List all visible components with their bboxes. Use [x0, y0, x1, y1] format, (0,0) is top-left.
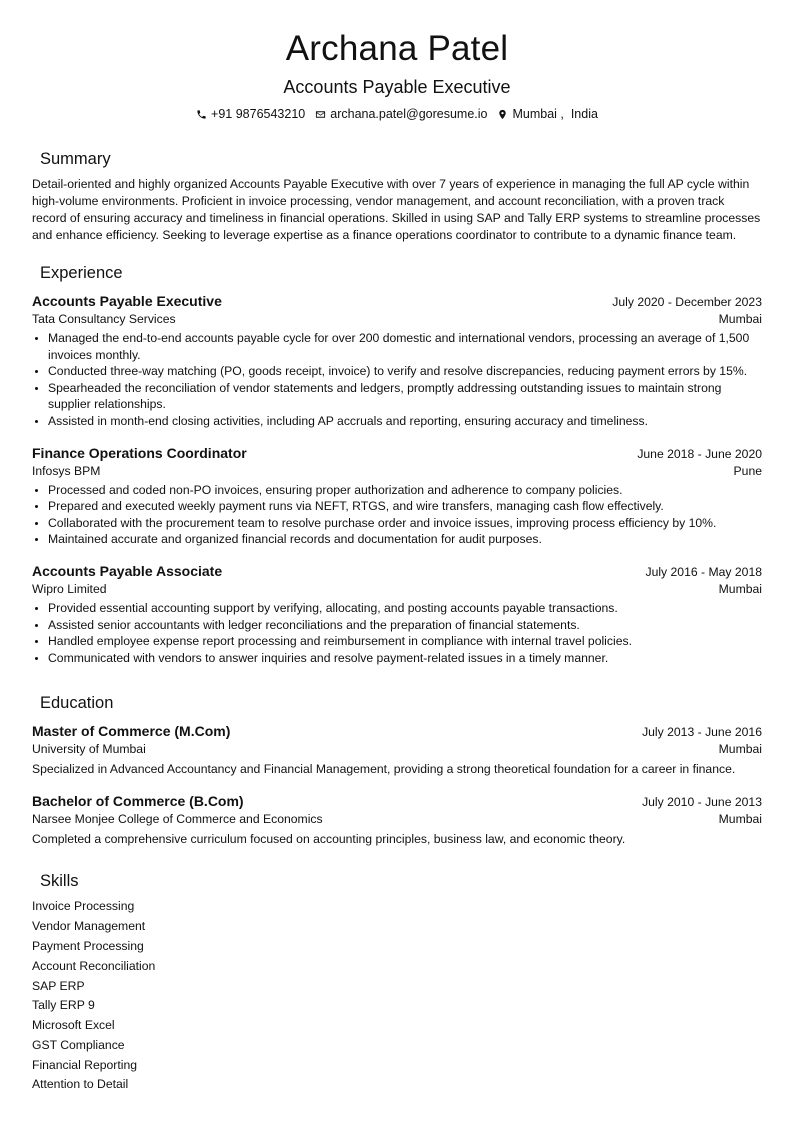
- bullet-item: • Maintained accurate and organized financial records and documentation for audit purposes.: [48, 531, 762, 548]
- skill-item: Tally ERP 9: [32, 998, 95, 1013]
- bullet-item: • Conducted three-way matching (PO, goods receipt, invoice) to verify and resolve discrepancies, reducing payment errors by 15%.: [48, 363, 762, 380]
- experience-entry: [32, 444, 762, 548]
- degree-title: Master of Commerce (M.Com): [32, 723, 231, 740]
- school-location: Mumbai: [718, 812, 762, 827]
- skill-item: Vendor Management: [32, 919, 146, 934]
- job-title: Accounts Payable Executive: [32, 293, 222, 309]
- skill-item: SAP ERP: [32, 978, 85, 993]
- skill-item: Account Reconciliation: [32, 958, 156, 973]
- envelope-icon: [315, 109, 326, 120]
- company-name: Wipro Limited: [32, 581, 107, 596]
- bullet-item: • Assisted senior accountants with ledger reconciliations and the preparation of financial statements.: [48, 617, 762, 634]
- job-location: Mumbai: [718, 581, 762, 596]
- job-dates: July 2020 - December 2023: [612, 295, 762, 309]
- education-description: Completed a comprehensive curriculum focused on accounting principles, business law, and economic theory.: [32, 832, 626, 847]
- job-location: Mumbai: [718, 312, 762, 326]
- candidate-headline: Accounts Payable Executive: [283, 77, 511, 97]
- job-bullets: [32, 600, 762, 666]
- skill-item: Attention to Detail: [32, 1077, 129, 1092]
- job-dates: July 2016 - May 2018: [645, 564, 762, 579]
- experience-heading: Experience: [40, 264, 123, 282]
- email-text: archana.patel@goresume.io: [330, 107, 488, 121]
- education-heading: Education: [40, 694, 114, 713]
- bullet-item: • Provided essential accounting support by verifying, allocating, and posting accounts payable transactions.: [48, 600, 762, 617]
- bullet-item: • Prepared and executed weekly payment runs via NEFT, RTGS, and wire transfers, managing cash flow effectively.: [48, 498, 762, 515]
- bullet-item: • Handled employee expense report processing and reimbursement in compliance with internal travel policies.: [48, 633, 762, 650]
- education-dates: July 2010 - June 2013: [642, 795, 762, 810]
- bullet-item: • Communicated with vendors to answer inquiries and resolve payment-related issues in a timely manner.: [48, 650, 762, 667]
- skills-heading: Skills: [40, 872, 79, 891]
- summary-text: Detail-oriented and highly organized Accounts Payable Executive with over 7 years of experience in managing the full AP cycle within high-volume environments. Proficient in invoice processing, vendor management, and account reconciliation, with a proven track record of ensuring accuracy and timeliness in financial operations. Skilled in using SAP and Tally ERP systems to streamline processes and enhance efficiency. Seeking to leverage expertise as a finance operations coordinator to contribute to a dynamic finance team.: [32, 177, 761, 242]
- bullet-item: • Assisted in month-end closing activities, including AP accruals and reporting, ensuring accuracy and timeliness.: [48, 413, 762, 430]
- job-location: Pune: [733, 463, 762, 478]
- phone-icon: [196, 109, 207, 120]
- education-entry: [32, 792, 762, 848]
- skills-list: [32, 897, 762, 1095]
- company-name: Tata Consultancy Services: [32, 312, 176, 326]
- contact-bar: [32, 105, 762, 123]
- bullet-item: • Managed the end-to-end accounts payable cycle for over 200 domestic and international vendors, processing an average of 1,500 invoices monthly.: [48, 330, 762, 363]
- bullet-item: • Spearheaded the reconciliation of vendor statements and ledgers, promptly addressing outstanding issues to maintain strong supplier relationships.: [48, 380, 762, 413]
- education-description: Specialized in Advanced Accountancy and Financial Management, providing a strong theoretical foundation for a career in finance.: [32, 762, 736, 777]
- skill-item: Invoice Processing: [32, 899, 135, 914]
- contact-location: [497, 107, 597, 121]
- experience-entry: [32, 292, 762, 430]
- bullet-item: • Collaborated with the procurement team to resolve purchase order and invoice issues, improving process efficiency by 10%.: [48, 515, 762, 532]
- candidate-name: Archana Patel: [285, 29, 509, 68]
- resume-page: [32, 0, 762, 1095]
- education-dates: July 2013 - June 2016: [642, 725, 762, 740]
- bullet-item: • Processed and coded non-PO invoices, ensuring proper authorization and adherence to company policies.: [48, 482, 762, 499]
- contact-email[interactable]: [315, 107, 487, 121]
- summary-heading: Summary: [40, 150, 111, 168]
- job-dates: June 2018 - June 2020: [637, 446, 762, 461]
- school-location: Mumbai: [718, 742, 762, 757]
- job-title: Finance Operations Coordinator: [32, 444, 247, 461]
- contact-phone[interactable]: [196, 107, 305, 121]
- job-bullets: [32, 482, 762, 548]
- map-pin-icon: [497, 109, 508, 120]
- phone-text: +91 9876543210: [211, 107, 306, 121]
- school-name: Narsee Monjee College of Commerce and Economics: [32, 812, 323, 827]
- skill-item: Financial Reporting: [32, 1057, 138, 1072]
- experience-entry: [32, 562, 762, 666]
- company-name: Infosys BPM: [32, 463, 101, 478]
- skill-item: Microsoft Excel: [32, 1018, 115, 1033]
- degree-title: Bachelor of Commerce (B.Com): [32, 793, 244, 810]
- education-entry: [32, 722, 762, 778]
- skill-item: Payment Processing: [32, 938, 144, 953]
- location-text: Mumbai , India: [512, 107, 598, 121]
- job-bullets: [32, 330, 762, 430]
- job-title: Accounts Payable Associate: [32, 562, 223, 579]
- school-name: University of Mumbai: [32, 742, 146, 757]
- skill-item: GST Compliance: [32, 1037, 125, 1052]
